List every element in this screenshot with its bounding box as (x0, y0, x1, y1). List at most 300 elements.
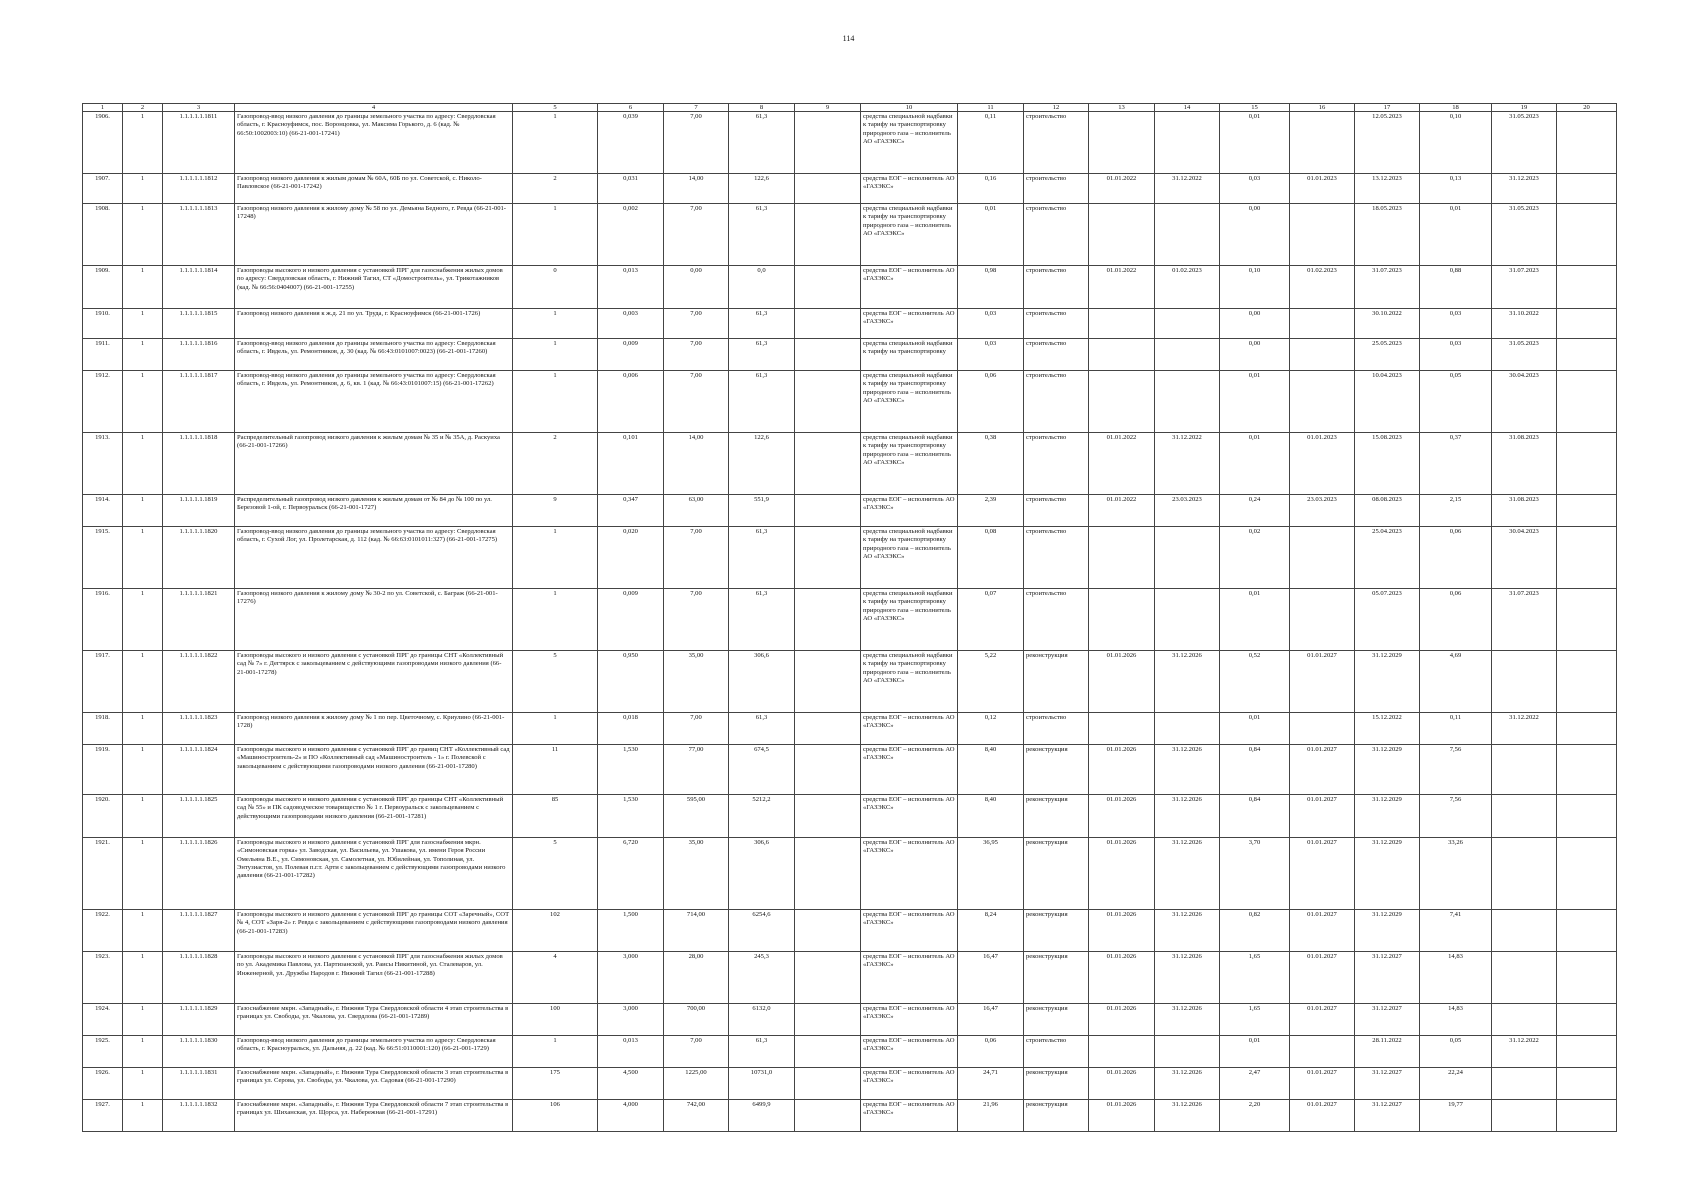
object-code: 1.1.1.1.1.1822 (163, 651, 235, 713)
column-header-15: 15 (1220, 104, 1290, 112)
col-17: 31.12.2029 (1355, 745, 1420, 795)
col-11: 16,47 (958, 1004, 1024, 1036)
object-code: 1.1.1.1.1.1816 (163, 339, 235, 371)
funding-source: средства специальной надбавки к тарифу на транспортировку природного газа – исполнитель АО «ГАЗЭКС» (861, 204, 958, 266)
col-18: 0,05 (1420, 1036, 1492, 1068)
work-type: строительство (1024, 204, 1089, 266)
col-19 (1492, 838, 1557, 910)
col-5: 2 (513, 174, 598, 204)
col-15: 0,00 (1220, 204, 1290, 266)
funding-source: средства ЕОГ – исполнитель АО «ГАЗЭКС» (861, 795, 958, 838)
col-19: 31.08.2023 (1492, 433, 1557, 495)
work-type: строительство (1024, 371, 1089, 433)
row-number: 1915. (83, 527, 123, 589)
work-type: строительство (1024, 527, 1089, 589)
col-19: 31.12.2022 (1492, 713, 1557, 745)
col-14 (1155, 1036, 1220, 1068)
col-6: 0,101 (598, 433, 664, 495)
table-row (83, 174, 1617, 204)
col-2: 1 (123, 1036, 163, 1068)
col-20 (1557, 174, 1617, 204)
col-18: 0,06 (1420, 527, 1492, 589)
col-15: 0,01 (1220, 1036, 1290, 1068)
col-5: 175 (513, 1068, 598, 1100)
column-header-8: 8 (729, 104, 795, 112)
col-2: 1 (123, 651, 163, 713)
col-7: 14,00 (664, 433, 729, 495)
col-13 (1089, 1036, 1155, 1068)
col-20 (1557, 910, 1617, 952)
col-7: 28,00 (664, 952, 729, 1004)
col-13 (1089, 589, 1155, 651)
object-code: 1.1.1.1.1.1818 (163, 433, 235, 495)
col-18: 0,37 (1420, 433, 1492, 495)
col-13: 01.01.2026 (1089, 745, 1155, 795)
col-9 (795, 112, 861, 174)
table-row (83, 495, 1617, 527)
col-14: 31.12.2026 (1155, 1068, 1220, 1100)
row-number: 1925. (83, 1036, 123, 1068)
row-number: 1920. (83, 795, 123, 838)
col-8: 122,6 (729, 433, 795, 495)
col-14 (1155, 589, 1220, 651)
column-header-3: 3 (163, 104, 235, 112)
column-header-9: 9 (795, 104, 861, 112)
object-name: Газоснабжение мкрн. «Западный», г. Нижняя Тура Свердловской области 3 этап строительства в границах ул. Серова, ул. Свободы, ул. Чкалова, ул. Садовая (66-21-001-17290) (235, 1068, 513, 1100)
funding-source: средства специальной надбавки к тарифу на транспортировку (861, 339, 958, 371)
object-name: Газопровод низкого давления к жилому дому № 30-2 по ул. Советской, с. Баграж (66-21-001-17276) (235, 589, 513, 651)
column-header-10: 10 (861, 104, 958, 112)
col-15: 0,01 (1220, 371, 1290, 433)
table-row (83, 371, 1617, 433)
col-6: 0,020 (598, 527, 664, 589)
col-8: 6499,9 (729, 1100, 795, 1132)
col-8: 61,3 (729, 309, 795, 339)
col-9 (795, 527, 861, 589)
col-6: 1,530 (598, 795, 664, 838)
object-code: 1.1.1.1.1.1832 (163, 1100, 235, 1132)
col-5: 1 (513, 204, 598, 266)
col-2: 1 (123, 204, 163, 266)
col-14 (1155, 204, 1220, 266)
col-15: 0,01 (1220, 589, 1290, 651)
table-row (83, 910, 1617, 952)
col-9 (795, 309, 861, 339)
col-13: 01.01.2026 (1089, 795, 1155, 838)
work-type: строительство (1024, 433, 1089, 495)
col-14 (1155, 527, 1220, 589)
col-15: 0,01 (1220, 713, 1290, 745)
col-11: 0,16 (958, 174, 1024, 204)
funding-source: средства ЕОГ – исполнитель АО «ГАЗЭКС» (861, 745, 958, 795)
investment-program-table (82, 103, 1617, 1132)
col-14: 31.12.2026 (1155, 910, 1220, 952)
col-7: 7,00 (664, 713, 729, 745)
object-name: Газопроводы высокого и низкого давления с установкой ПРГ до границы СНТ «Коллективный сад № 55» и ПК садоводческое товарищество № 1 г. Первоуральск с закольцеванием с действующими газопроводами низкого давления (66-21-001-17281) (235, 795, 513, 838)
col-11: 0,06 (958, 1036, 1024, 1068)
col-2: 1 (123, 713, 163, 745)
column-header-19: 19 (1492, 104, 1557, 112)
table-row (83, 266, 1617, 309)
col-20 (1557, 433, 1617, 495)
col-20 (1557, 651, 1617, 713)
col-16 (1290, 527, 1355, 589)
col-20 (1557, 527, 1617, 589)
col-17: 31.12.2027 (1355, 1100, 1420, 1132)
table-row (83, 339, 1617, 371)
col-15: 0,24 (1220, 495, 1290, 527)
col-14: 31.12.2022 (1155, 174, 1220, 204)
table-row (83, 204, 1617, 266)
col-19: 31.12.2022 (1492, 1036, 1557, 1068)
col-5: 1 (513, 527, 598, 589)
table-body (83, 112, 1617, 1132)
col-7: 63,00 (664, 495, 729, 527)
funding-source: средства ЕОГ – исполнитель АО «ГАЗЭКС» (861, 1036, 958, 1068)
col-9 (795, 1068, 861, 1100)
col-6: 0,006 (598, 371, 664, 433)
col-18: 0,88 (1420, 266, 1492, 309)
col-2: 1 (123, 952, 163, 1004)
col-9 (795, 910, 861, 952)
row-number: 1909. (83, 266, 123, 309)
table-row (83, 112, 1617, 174)
col-2: 1 (123, 1100, 163, 1132)
column-header-16: 16 (1290, 104, 1355, 112)
col-15: 0,00 (1220, 339, 1290, 371)
col-7: 35,00 (664, 838, 729, 910)
object-name: Газопроводы высокого и низкого давления с установкой ПРГ для газоснабжения жилых домов по адресу: Свердловская область, г. Нижний Тагил, СТ «Домостроитель», ул. Трикотажников (кад. № 66:56:0404007) (66-21-001-17255) (235, 266, 513, 309)
row-number: 1924. (83, 1004, 123, 1036)
col-2: 1 (123, 112, 163, 174)
col-19: 31.05.2023 (1492, 339, 1557, 371)
object-name: Газопроводы высокого и низкого давления с установкой ПРГ до границ СНТ «Коллективный сад «Машиностроитель-2» и ПО «Коллективный сад «Машиностроитель - 1» г. Полевской с закольцеванием с действующими газопроводами низкого давления (66-21-001-17280) (235, 745, 513, 795)
col-16 (1290, 371, 1355, 433)
col-15: 0,03 (1220, 174, 1290, 204)
col-2: 1 (123, 589, 163, 651)
col-19 (1492, 745, 1557, 795)
col-17: 08.08.2023 (1355, 495, 1420, 527)
col-5: 5 (513, 651, 598, 713)
col-16: 01.01.2027 (1290, 795, 1355, 838)
col-19: 31.12.2023 (1492, 174, 1557, 204)
work-type: строительство (1024, 266, 1089, 309)
column-header-2: 2 (123, 104, 163, 112)
col-20 (1557, 371, 1617, 433)
col-7: 77,00 (664, 745, 729, 795)
col-7: 742,00 (664, 1100, 729, 1132)
col-13 (1089, 309, 1155, 339)
col-20 (1557, 952, 1617, 1004)
col-17: 13.12.2023 (1355, 174, 1420, 204)
object-name: Газопровод-ввод низкого давления до границы земельного участка по адресу: Свердловская область, г. Сухой Лог, ул. Пролетарская, д. 112 (кад. № 66:63:0101011:327) (66-21-001-17275) (235, 527, 513, 589)
col-20 (1557, 266, 1617, 309)
col-19 (1492, 952, 1557, 1004)
col-9 (795, 495, 861, 527)
funding-source: средства специальной надбавки к тарифу на транспортировку природного газа – исполнитель АО «ГАЗЭКС» (861, 112, 958, 174)
col-9 (795, 371, 861, 433)
col-5: 1 (513, 339, 598, 371)
col-8: 10731,0 (729, 1068, 795, 1100)
col-19: 31.07.2023 (1492, 589, 1557, 651)
row-number: 1916. (83, 589, 123, 651)
row-number: 1914. (83, 495, 123, 527)
col-2: 1 (123, 174, 163, 204)
col-13 (1089, 527, 1155, 589)
col-16 (1290, 713, 1355, 745)
col-20 (1557, 1100, 1617, 1132)
col-8: 61,3 (729, 339, 795, 371)
row-number: 1908. (83, 204, 123, 266)
col-20 (1557, 713, 1617, 745)
object-code: 1.1.1.1.1.1827 (163, 910, 235, 952)
col-16: 01.01.2027 (1290, 1100, 1355, 1132)
col-13: 01.01.2022 (1089, 433, 1155, 495)
column-header-13: 13 (1089, 104, 1155, 112)
col-16 (1290, 112, 1355, 174)
column-header-6: 6 (598, 104, 664, 112)
col-14 (1155, 339, 1220, 371)
work-type: строительство (1024, 309, 1089, 339)
col-19: 31.07.2023 (1492, 266, 1557, 309)
col-19: 31.05.2023 (1492, 112, 1557, 174)
row-number: 1919. (83, 745, 123, 795)
col-2: 1 (123, 745, 163, 795)
col-15: 0,00 (1220, 309, 1290, 339)
col-16 (1290, 309, 1355, 339)
col-17: 05.07.2023 (1355, 589, 1420, 651)
col-6: 1,530 (598, 745, 664, 795)
col-17: 31.12.2029 (1355, 795, 1420, 838)
col-9 (795, 174, 861, 204)
table-row (83, 433, 1617, 495)
col-20 (1557, 795, 1617, 838)
col-14 (1155, 309, 1220, 339)
funding-source: средства ЕОГ – исполнитель АО «ГАЗЭКС» (861, 713, 958, 745)
col-7: 7,00 (664, 309, 729, 339)
funding-source: средства специальной надбавки к тарифу на транспортировку природного газа – исполнитель АО «ГАЗЭКС» (861, 371, 958, 433)
col-13: 01.01.2026 (1089, 1004, 1155, 1036)
col-15: 0,52 (1220, 651, 1290, 713)
page-number: 114 (842, 34, 855, 43)
col-7: 7,00 (664, 204, 729, 266)
col-15: 0,84 (1220, 795, 1290, 838)
col-16: 01.01.2023 (1290, 433, 1355, 495)
row-number: 1912. (83, 371, 123, 433)
col-2: 1 (123, 309, 163, 339)
work-type: строительство (1024, 495, 1089, 527)
col-7: 7,00 (664, 112, 729, 174)
col-5: 1 (513, 309, 598, 339)
col-5: 5 (513, 838, 598, 910)
col-17: 31.12.2029 (1355, 838, 1420, 910)
col-18: 2,15 (1420, 495, 1492, 527)
col-5: 0 (513, 266, 598, 309)
col-9 (795, 1100, 861, 1132)
col-7: 1225,00 (664, 1068, 729, 1100)
col-13: 01.01.2026 (1089, 952, 1155, 1004)
col-8: 0,0 (729, 266, 795, 309)
row-number: 1907. (83, 174, 123, 204)
col-18: 0,10 (1420, 112, 1492, 174)
row-number: 1926. (83, 1068, 123, 1100)
col-5: 102 (513, 910, 598, 952)
col-5: 106 (513, 1100, 598, 1132)
col-17: 18.05.2023 (1355, 204, 1420, 266)
col-2: 1 (123, 1004, 163, 1036)
column-header-18: 18 (1420, 104, 1492, 112)
work-type: строительство (1024, 1036, 1089, 1068)
col-16: 01.01.2027 (1290, 952, 1355, 1004)
col-8: 61,3 (729, 589, 795, 651)
col-6: 0,013 (598, 1036, 664, 1068)
col-7: 700,00 (664, 1004, 729, 1036)
col-20 (1557, 1036, 1617, 1068)
col-9 (795, 433, 861, 495)
col-17: 10.04.2023 (1355, 371, 1420, 433)
col-6: 3,000 (598, 952, 664, 1004)
col-13: 01.01.2026 (1089, 838, 1155, 910)
col-2: 1 (123, 838, 163, 910)
row-number: 1927. (83, 1100, 123, 1132)
object-code: 1.1.1.1.1.1825 (163, 795, 235, 838)
col-11: 8,40 (958, 745, 1024, 795)
funding-source: средства ЕОГ – исполнитель АО «ГАЗЭКС» (861, 174, 958, 204)
col-14: 31.12.2026 (1155, 795, 1220, 838)
object-code: 1.1.1.1.1.1824 (163, 745, 235, 795)
col-8: 61,3 (729, 713, 795, 745)
col-6: 0,003 (598, 309, 664, 339)
col-6: 0,002 (598, 204, 664, 266)
col-2: 1 (123, 433, 163, 495)
col-17: 31.12.2027 (1355, 952, 1420, 1004)
col-14: 31.12.2026 (1155, 838, 1220, 910)
col-6: 0,347 (598, 495, 664, 527)
col-17: 25.04.2023 (1355, 527, 1420, 589)
col-16: 01.01.2027 (1290, 838, 1355, 910)
col-9 (795, 1036, 861, 1068)
col-14 (1155, 371, 1220, 433)
col-11: 0,08 (958, 527, 1024, 589)
col-14: 01.02.2023 (1155, 266, 1220, 309)
col-11: 0,03 (958, 309, 1024, 339)
col-18: 0,03 (1420, 309, 1492, 339)
col-5: 9 (513, 495, 598, 527)
col-18: 22,24 (1420, 1068, 1492, 1100)
col-9 (795, 795, 861, 838)
col-16: 01.01.2027 (1290, 745, 1355, 795)
col-20 (1557, 339, 1617, 371)
col-19 (1492, 910, 1557, 952)
col-5: 1 (513, 713, 598, 745)
col-8: 245,3 (729, 952, 795, 1004)
object-name: Газопроводы высокого и низкого давления с установкой ПРГ для газоснабжения жилых домов по ул. Академика Павлова, ул. Партизанской, ул. Раисы Никитиной, ул. Сталеваров, ул. Инженерной, ул. Дружбы Народов г. Нижний Тагил (66-21-001-17288) (235, 952, 513, 1004)
row-number: 1906. (83, 112, 123, 174)
col-6: 0,950 (598, 651, 664, 713)
object-code: 1.1.1.1.1.1811 (163, 112, 235, 174)
col-8: 122,6 (729, 174, 795, 204)
object-code: 1.1.1.1.1.1831 (163, 1068, 235, 1100)
column-header-12: 12 (1024, 104, 1089, 112)
col-14: 31.12.2026 (1155, 952, 1220, 1004)
col-17: 15.08.2023 (1355, 433, 1420, 495)
col-16 (1290, 204, 1355, 266)
col-9 (795, 838, 861, 910)
table-row (83, 1100, 1617, 1132)
work-type: реконструкция (1024, 1100, 1089, 1132)
col-13 (1089, 713, 1155, 745)
col-13: 01.01.2026 (1089, 910, 1155, 952)
col-15: 0,82 (1220, 910, 1290, 952)
object-name: Газопровод-ввод низкого давления до границы земельного участка по адресу: Свердловская область, г. Красноуральск, ул. Дальняя, д. 22 (кад. № 66:51:0110001:120) (66-21-001-1729) (235, 1036, 513, 1068)
col-9 (795, 651, 861, 713)
col-6: 0,031 (598, 174, 664, 204)
work-type: строительство (1024, 339, 1089, 371)
col-8: 674,5 (729, 745, 795, 795)
row-number: 1918. (83, 713, 123, 745)
col-14: 31.12.2022 (1155, 433, 1220, 495)
row-number: 1921. (83, 838, 123, 910)
work-type: реконструкция (1024, 838, 1089, 910)
column-number-row (83, 104, 1617, 112)
col-8: 61,3 (729, 204, 795, 266)
col-17: 12.05.2023 (1355, 112, 1420, 174)
col-20 (1557, 495, 1617, 527)
col-11: 0,06 (958, 371, 1024, 433)
col-18: 33,26 (1420, 838, 1492, 910)
table-row (83, 1036, 1617, 1068)
col-7: 714,00 (664, 910, 729, 952)
col-2: 1 (123, 527, 163, 589)
col-8: 6132,0 (729, 1004, 795, 1036)
object-name: Газопроводы высокого и низкого давления с установкой ПРГ до границы СОТ «Заречный», СОТ № 4, СОТ «Заря-2» г. Ревда с закольцеванием с действующими газопроводами низкого давления (66-21-001-17283) (235, 910, 513, 952)
col-13 (1089, 371, 1155, 433)
table-row (83, 745, 1617, 795)
col-11: 0,07 (958, 589, 1024, 651)
object-code: 1.1.1.1.1.1826 (163, 838, 235, 910)
col-16: 01.01.2027 (1290, 1068, 1355, 1100)
object-code: 1.1.1.1.1.1815 (163, 309, 235, 339)
object-name: Газопровод низкого давления к ж.д. 21 по ул. Труда, г. Красноуфимск (66-21-001-1726) (235, 309, 513, 339)
col-11: 0,11 (958, 112, 1024, 174)
col-13: 01.01.2026 (1089, 1100, 1155, 1132)
funding-source: средства специальной надбавки к тарифу на транспортировку природного газа – исполнитель АО «ГАЗЭКС» (861, 651, 958, 713)
col-8: 61,3 (729, 112, 795, 174)
table-row (83, 527, 1617, 589)
col-18: 0,06 (1420, 589, 1492, 651)
funding-source: средства ЕОГ – исполнитель АО «ГАЗЭКС» (861, 1068, 958, 1100)
col-5: 1 (513, 112, 598, 174)
col-14 (1155, 713, 1220, 745)
col-13 (1089, 112, 1155, 174)
column-header-5: 5 (513, 104, 598, 112)
col-11: 0,01 (958, 204, 1024, 266)
col-2: 1 (123, 266, 163, 309)
col-2: 1 (123, 1068, 163, 1100)
col-9 (795, 204, 861, 266)
col-17: 31.12.2027 (1355, 1004, 1420, 1036)
col-20 (1557, 838, 1617, 910)
col-18: 0,13 (1420, 174, 1492, 204)
object-name: Распределительный газопровод низкого давления к жилым домам от № 84 до № 100 по ул. Березовой 1-ой, г. Первоуральск (66-21-001-1727) (235, 495, 513, 527)
col-6: 1,500 (598, 910, 664, 952)
col-15: 1,65 (1220, 952, 1290, 1004)
col-18: 14,83 (1420, 1004, 1492, 1036)
funding-source: средства ЕОГ – исполнитель АО «ГАЗЭКС» (861, 1004, 958, 1036)
col-2: 1 (123, 795, 163, 838)
table-row (83, 1068, 1617, 1100)
col-6: 0,009 (598, 589, 664, 651)
